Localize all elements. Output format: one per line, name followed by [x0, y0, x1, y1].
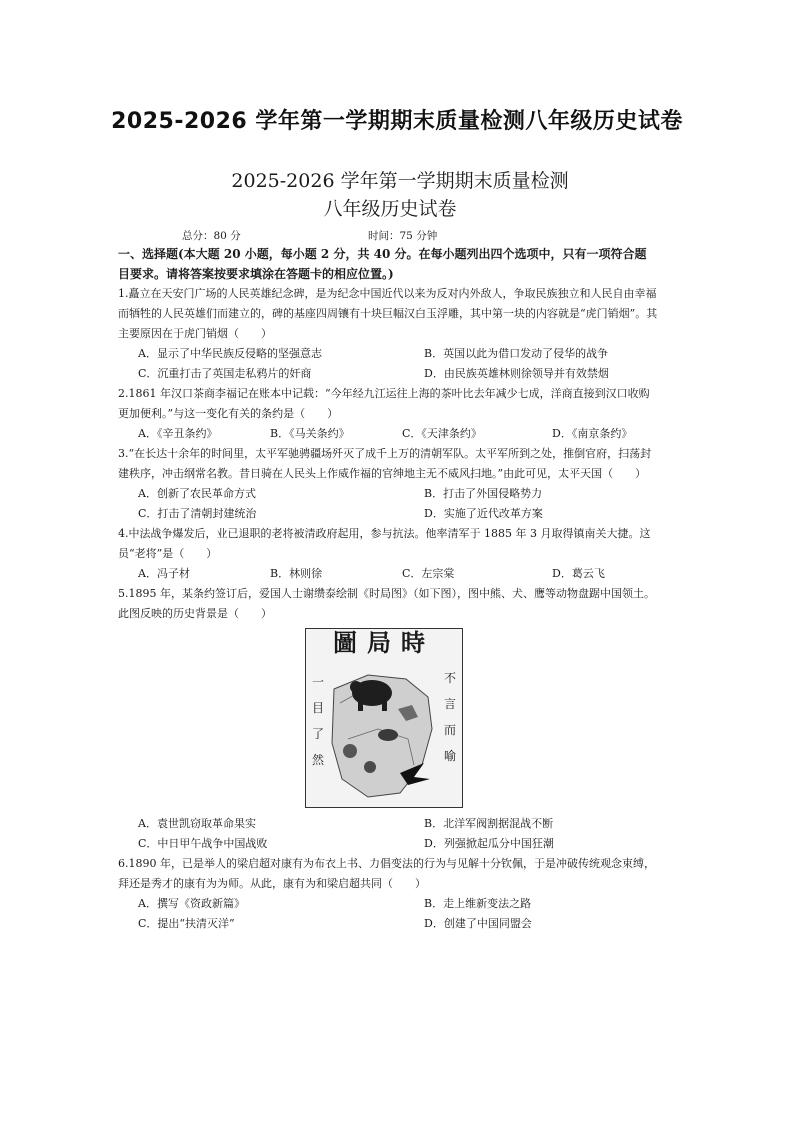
option-d: D．实施了近代改革方案 — [424, 507, 543, 520]
figure-char: 一 — [311, 675, 324, 689]
option-c: C．《天津条约》 — [402, 427, 482, 440]
section-heading: 一、选择题(本大题 20 小题，每小题 2 分，共 40 分。在每小题列出四个选项中，只有一项符合题目要求。请将答案按要求填涂在答题卡的相应位置。) — [118, 247, 647, 281]
option-d: D．列强掀起瓜分中国狂潮 — [424, 837, 554, 850]
option-b: B．走上维新变法之路 — [424, 897, 532, 910]
question-stem: 4.中法战争爆发后，业已退职的老将被清政府起用，参与抗法。他率清军于 1885 年 3 月取得镇南关大捷。这员“老将”是（ ） — [118, 527, 651, 560]
shiju-map-figure — [305, 628, 463, 808]
exam-meta — [118, 228, 658, 244]
figure-char: 目 — [311, 701, 324, 715]
figure-title: 圖局時 — [333, 628, 435, 657]
option-c: C．提出“扶清灭洋” — [138, 917, 235, 930]
document-title: 2025-2026 学年第一学期期末质量检测八年级历史试卷 — [111, 109, 683, 134]
figure-right-text — [442, 665, 458, 769]
option-a: A．袁世凯窃取革命果实 — [138, 817, 256, 830]
question-stem: 3.“在长达十余年的时间里，太平军驰骋疆场歼灭了成千上万的清朝军队。太平军所到之处，推倒官府，扫荡封建秩序，冲击纲常名教。昔日骑在人民头上作威作福的官绅地主无不威风扫地。”由此可见，太平天国（ ） — [118, 447, 652, 480]
figure-char: 不 — [443, 671, 456, 685]
option-c: C．打击了清朝封建统治 — [138, 507, 257, 520]
figure-char: 言 — [443, 697, 456, 711]
options — [118, 484, 658, 524]
scanned-exam-page — [118, 168, 658, 934]
options — [118, 344, 658, 384]
map-illustration — [328, 669, 438, 801]
options — [118, 894, 658, 934]
option-a: A．冯子材 — [138, 567, 190, 580]
exam-time: 时间：75 分钟 — [368, 230, 438, 242]
figure-left-text — [310, 669, 326, 773]
option-a: A．撰写《资政新篇》 — [138, 897, 245, 910]
total-score: 总分：80 分 — [182, 230, 241, 242]
question-stem: 2.1861 年汉口茶商李福记在账本中记载：“今年经九江运往上海的茶叶比去年减少七成，洋商直接到汉口收购更加便利。”与这一变化有关的条约是（ ） — [118, 387, 650, 420]
dog-figure — [378, 729, 398, 741]
question-stem: 5.1895 年，某条约签订后，爱国人士谢缵泰绘制《时局图》（如下图），图中熊、犬、鹰等动物盘踞中国领土。此图反映的历史背景是（ ） — [118, 587, 655, 620]
question-stem: 1.矗立在天安门广场的人民英雄纪念碑，是为纪念中国近代以来为反对内外敌人，争取民族独立和人民自由幸福而牺牲的人民英雄们而建立的，碑的基座四周镶有十块巨幅汉白玉浮雕，其中第一块的内容就是“虎门销烟”。其主要原因在于虎门销烟（ ） — [118, 287, 658, 340]
option-a: A．《辛丑条约》 — [138, 427, 218, 440]
figure-char: 然 — [311, 753, 324, 767]
option-a: A．显示了中华民族反侵略的坚强意志 — [138, 347, 322, 360]
option-d: D．由民族英雄林则徐领导并有效禁烟 — [424, 367, 609, 380]
options — [118, 814, 658, 854]
options — [118, 424, 658, 444]
option-d: D．葛云飞 — [552, 567, 605, 580]
figure-char: 喻 — [443, 749, 456, 763]
option-c: C．左宗棠 — [402, 567, 455, 580]
option-c: C．中日甲午战争中国战败 — [138, 837, 268, 850]
figure-char: 而 — [443, 723, 456, 737]
figure-char: 了 — [311, 727, 324, 741]
option-c: C．沉重打击了英国走私鸦片的奸商 — [138, 367, 312, 380]
question-6 — [118, 854, 658, 934]
option-b: B．打击了外国侵略势力 — [424, 487, 543, 500]
option-d: D．创建了中国同盟会 — [424, 917, 532, 930]
exam-title-line2: 八年级历史试卷 — [323, 198, 457, 220]
question-stem: 6.1890 年，已是举人的梁启超对康有为布衣上书、力倡变法的行为与见解十分钦佩，于是冲破传统观念束缚，拜还是秀才的康有为为师。从此，康有为和梁启超共同（ ） — [118, 857, 655, 890]
exam-title-line1: 2025-2026 学年第一学期期末质量检测 — [231, 170, 569, 192]
option-b: B．《马关条约》 — [270, 427, 350, 440]
option-b: B．北洋军阀割据混战不断 — [424, 817, 554, 830]
options — [118, 564, 658, 584]
question-1 — [118, 284, 658, 384]
question-2 — [118, 384, 658, 444]
question-5 — [118, 584, 658, 854]
option-b: B．林则徐 — [270, 567, 323, 580]
option-d: D．《南京条约》 — [552, 427, 633, 440]
option-a: A．创新了农民革命方式 — [138, 487, 256, 500]
option-b: B．英国以此为借口发动了侵华的战争 — [424, 347, 609, 360]
question-4 — [118, 524, 658, 584]
question-3 — [118, 444, 658, 524]
